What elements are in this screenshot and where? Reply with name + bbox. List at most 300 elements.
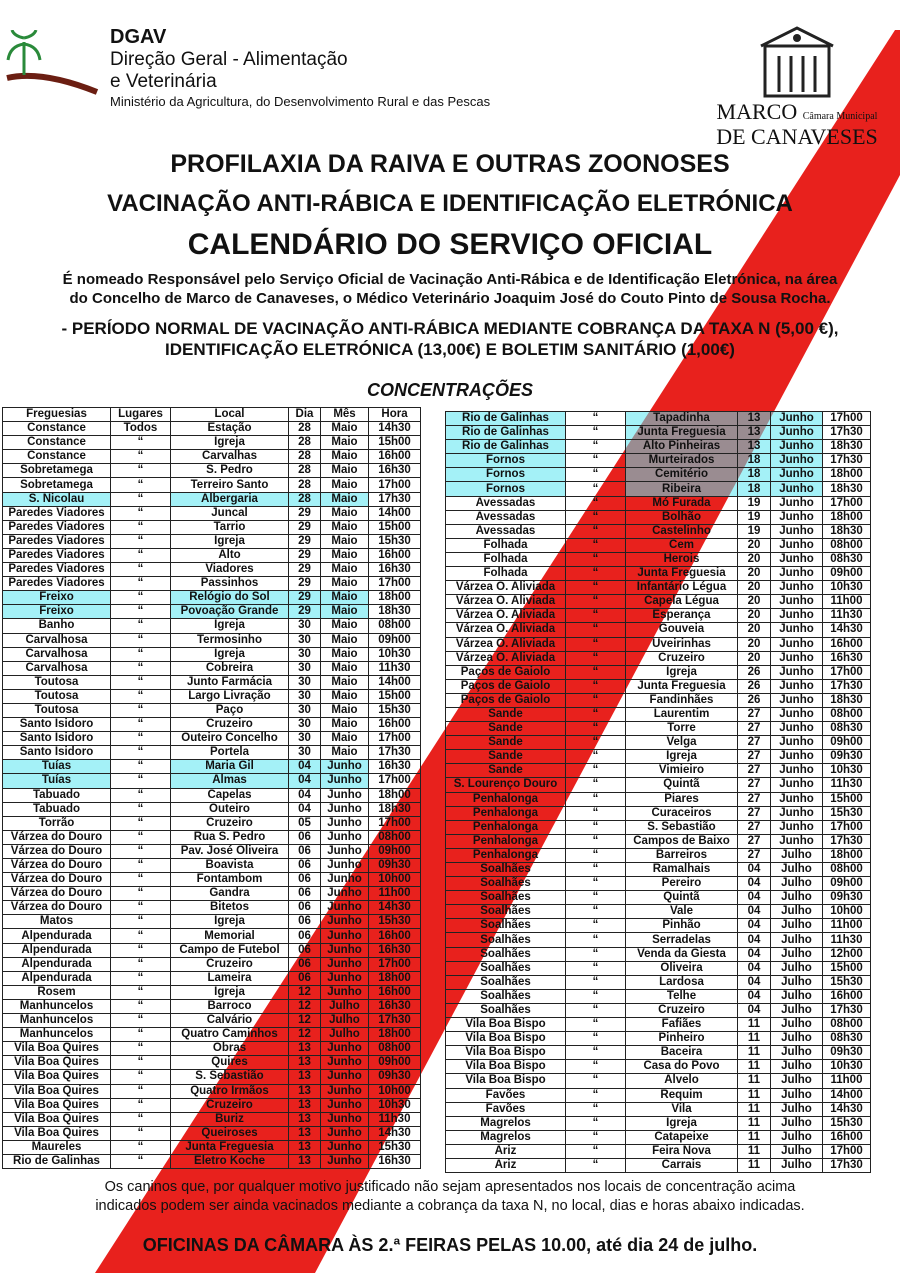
table-cell: Avessadas [446,524,566,538]
table-cell: Maio [321,732,369,746]
table-cell: Carvalhas [171,450,289,464]
table-cell: Sande [446,764,566,778]
table-cell: Várzea O. Aliviada [446,595,566,609]
table-cell: 11h00 [369,887,421,901]
table-cell: Folhada [446,567,566,581]
table-cell: Ariz [446,1144,566,1158]
table-cell: Vila Boa Bispo [446,1046,566,1060]
table-cell: Todos [111,422,171,436]
table-row [3,605,421,619]
table-cell: Fornos [446,454,566,468]
table-cell: 28 [289,436,321,450]
table-cell: Bitetos [171,901,289,915]
table-cell: Vale [626,905,738,919]
table-cell: 04 [289,760,321,774]
table-cell: “ [566,736,626,750]
table-cell: Passinhos [171,577,289,591]
municipality-name [712,99,882,149]
table-cell: Carrais [626,1158,738,1172]
table-cell: Banho [3,619,111,633]
table-cell: 18h00 [823,510,871,524]
table-cell: 16h00 [369,985,421,999]
table-cell: 04 [289,774,321,788]
table-row [446,736,871,750]
table-cell: “ [111,774,171,788]
table-cell: 11h30 [369,1112,421,1126]
table-row [446,651,871,665]
table-cell: Várzea O. Aliviada [446,623,566,637]
table-cell: 04 [738,947,771,961]
table-cell: Julho [771,1060,823,1074]
table-cell: Mó Furada [626,496,738,510]
table-cell: 20 [738,538,771,552]
table-cell: 16h00 [369,929,421,943]
table-cell: 05 [289,816,321,830]
table-cell: Julho [771,1158,823,1172]
table-cell: Junho [321,1084,369,1098]
table-cell: Fandinhães [626,693,738,707]
table-cell: Julho [771,877,823,891]
table-cell: “ [111,548,171,562]
table-cell: Maio [321,506,369,520]
intro-line1: É nomeado Responsável pelo Serviço Oficial de Vacinação Anti-Rábica e de Identificação Eletrónica, na área [62,271,838,288]
table-cell: Cruzeiro [171,1098,289,1112]
table-cell: Várzea do Douro [3,887,111,901]
table-cell: 15h30 [369,534,421,548]
table-cell: Magrelos [446,1130,566,1144]
table-cell: Buriz [171,1112,289,1126]
table-row [446,891,871,905]
table-cell: Junho [321,1140,369,1154]
table-cell: 13 [289,1112,321,1126]
table-cell: Soalhães [446,905,566,919]
table-cell: 11h00 [823,1074,871,1088]
table-cell: Julho [771,1102,823,1116]
table-row [446,623,871,637]
table-cell: Paços de Gaiolo [446,665,566,679]
table-row [3,1042,421,1056]
table-cell: Julho [771,1144,823,1158]
table-cell: 20 [738,595,771,609]
table-cell: “ [566,609,626,623]
table-cell: “ [566,552,626,566]
table-row [446,764,871,778]
table-cell: 15h30 [823,1116,871,1130]
table-cell: Matos [3,915,111,929]
table-cell: “ [566,848,626,862]
table-cell: Manhuncelos [3,1028,111,1042]
table-row [3,746,421,760]
table-cell: Maio [321,548,369,562]
table-cell: Várzea do Douro [3,859,111,873]
table-cell: Junho [771,764,823,778]
table-cell: 08h00 [369,830,421,844]
table-cell: Penhalonga [446,820,566,834]
table-cell: 09h00 [369,1056,421,1070]
table-cell: Toutosa [3,703,111,717]
table-cell: Junho [771,750,823,764]
table-row [446,1003,871,1017]
table-row [446,1046,871,1060]
table-cell: 10h30 [823,581,871,595]
table-cell: Curaceiros [626,806,738,820]
table-cell: 18h30 [823,482,871,496]
ministry-name: Ministério da Agricultura, do Desenvolvimento Rural e das Pescas [110,93,491,109]
table-cell: Quatro Irmãos [171,1084,289,1098]
table-cell: 17h00 [823,820,871,834]
table-cell: Igreja [171,647,289,661]
table-cell: Alpendurada [3,929,111,943]
table-cell: 20 [738,581,771,595]
table-cell: 16h00 [369,548,421,562]
table-cell: 17h00 [823,496,871,510]
table-cell: 15h30 [369,915,421,929]
table-cell: “ [111,802,171,816]
table-cell: “ [566,792,626,806]
table-cell: 29 [289,548,321,562]
table-cell: 04 [738,989,771,1003]
table-row [446,1130,871,1144]
table-cell: “ [566,764,626,778]
table-cell: “ [111,520,171,534]
table-cell: Julho [771,1088,823,1102]
table-cell: Junho [321,816,369,830]
table-cell: 29 [289,506,321,520]
table-cell: Vila Boa Quires [3,1042,111,1056]
col-header: Lugares [111,408,171,422]
table-cell: Venda da Giesta [626,947,738,961]
table-cell: 12 [289,985,321,999]
table-cell: Junho [771,820,823,834]
table-cell: 13 [738,440,771,454]
table-cell: Julho [771,863,823,877]
table-cell: Junho [771,609,823,623]
table-cell: 17h30 [823,834,871,848]
table-cell: 17h00 [369,577,421,591]
table-cell: 17h00 [369,774,421,788]
note-line1: Os caninos que, por qualquer motivo justificado não sejam apresentados nos locais de concentração acima [104,1179,796,1195]
table-cell: Tuías [3,760,111,774]
table-row [3,816,421,830]
table-cell: Junta Freguesia [626,679,738,693]
table-cell: Junho [771,496,823,510]
table-row [3,985,421,999]
table-cell: Catapeixe [626,1130,738,1144]
org-name-line1: Direção Geral - Alimentação [110,49,348,70]
table-row [446,863,871,877]
table-row [446,820,871,834]
table-cell: 11 [738,1102,771,1116]
table-cell: Cruzeiro [626,1003,738,1017]
table-row [3,957,421,971]
table-cell: Julho [771,905,823,919]
table-cell: 13 [289,1098,321,1112]
table-cell: Junho [771,538,823,552]
table-row [446,1144,871,1158]
table-cell: 19 [738,524,771,538]
table-row [3,802,421,816]
table-row [446,552,871,566]
table-cell: Maureles [3,1140,111,1154]
table-row [446,1088,871,1102]
table-cell: Junho [321,760,369,774]
table-cell: “ [566,707,626,721]
table-cell: Maio [321,520,369,534]
table-row [3,887,421,901]
table-cell: “ [566,1018,626,1032]
table-cell: 28 [289,422,321,436]
table-cell: “ [566,1158,626,1172]
table-cell: Paredes Viadores [3,563,111,577]
table-cell: 17h00 [369,957,421,971]
table-cell: Rio de Galinhas [3,1154,111,1168]
table-cell: Alvelo [626,1074,738,1088]
table-cell: Outeiro [171,802,289,816]
table-cell: “ [111,901,171,915]
table-cell: “ [566,651,626,665]
table-cell: Herois [626,552,738,566]
table-cell: Manhuncelos [3,999,111,1013]
table-cell: 16h30 [369,999,421,1013]
table-cell: 08h00 [823,538,871,552]
table-cell: 29 [289,520,321,534]
table-cell: Junho [321,1070,369,1084]
table-cell: Povoação Grande [171,605,289,619]
table-cell: “ [111,971,171,985]
table-cell: 15h00 [369,689,421,703]
table-cell: “ [566,722,626,736]
table-row [3,830,421,844]
table-cell: “ [111,1084,171,1098]
table-cell: Junho [771,665,823,679]
table-row [3,873,421,887]
table-cell: 20 [738,552,771,566]
table-cell: Junho [771,454,823,468]
table-cell: “ [566,426,626,440]
table-cell: 27 [738,722,771,736]
table-cell: “ [566,637,626,651]
table-cell: Vila Boa Quires [3,1098,111,1112]
table-row [3,718,421,732]
table-cell: Rua S. Pedro [171,830,289,844]
table-cell: Soalhães [446,975,566,989]
table-row [446,468,871,482]
table-cell: Maio [321,647,369,661]
table-cell: “ [111,816,171,830]
table-cell: Torre [626,722,738,736]
table-cell: 08h30 [823,552,871,566]
table-cell: 11h00 [823,919,871,933]
table-cell: Maio [321,577,369,591]
table-cell: 11 [738,1060,771,1074]
table-cell: 27 [738,834,771,848]
table-row [3,703,421,717]
table-cell: “ [111,957,171,971]
table-cell: 27 [738,764,771,778]
table-cell: Junho [321,830,369,844]
table-cell: 13 [289,1042,321,1056]
table-cell: Rio de Galinhas [446,426,566,440]
table-cell: “ [566,468,626,482]
table-cell: Junho [771,482,823,496]
table-cell: Largo Livração [171,689,289,703]
table-cell: Julho [771,1046,823,1060]
table-cell: 11 [738,1032,771,1046]
table-cell: Fornos [446,482,566,496]
table-cell: Junho [771,679,823,693]
table-cell: Igreja [171,915,289,929]
table-cell: Alto [171,548,289,562]
table-cell: Vila Boa Bispo [446,1060,566,1074]
table-cell: Paredes Viadores [3,520,111,534]
table-cell: “ [566,538,626,552]
table-cell: Castelinho [626,524,738,538]
table-cell: Maio [321,563,369,577]
table-row [3,844,421,858]
table-cell: Fafiães [626,1018,738,1032]
table-cell: 30 [289,689,321,703]
table-cell: Julho [771,1116,823,1130]
table-cell: 11 [738,1046,771,1060]
table-cell: 11h30 [823,778,871,792]
table-cell: Quires [171,1056,289,1070]
table-cell: “ [111,732,171,746]
table-cell: 13 [738,412,771,426]
table-cell: Sande [446,750,566,764]
table-cell: 27 [738,778,771,792]
table-cell: 10h30 [369,647,421,661]
table-cell: 13 [289,1126,321,1140]
table-cell: “ [111,534,171,548]
table-cell: 09h00 [369,844,421,858]
table-cell: 17h00 [823,1144,871,1158]
table-row [446,961,871,975]
table-cell: Vila Boa Bispo [446,1074,566,1088]
table-cell: “ [111,478,171,492]
table-cell: 16h30 [369,943,421,957]
table-cell: 10h00 [823,905,871,919]
table-cell: 29 [289,534,321,548]
col-header: Freguesias [3,408,111,422]
table-cell: “ [111,506,171,520]
table-cell: 17h00 [369,478,421,492]
table-cell: “ [566,834,626,848]
table-cell: Junho [771,651,823,665]
table-cell: 06 [289,943,321,957]
table-cell: Vimieiro [626,764,738,778]
table-cell: Maio [321,689,369,703]
table-cell: Avessadas [446,496,566,510]
table-cell: 17h30 [369,492,421,506]
table-cell: 17h30 [823,454,871,468]
table-cell: Tarrio [171,520,289,534]
table-cell: Junho [321,802,369,816]
table-cell: 09h00 [369,633,421,647]
table-cell: Tapadinha [626,412,738,426]
table-cell: Maio [321,450,369,464]
table-cell: “ [566,947,626,961]
table-row [3,675,421,689]
table-row [3,760,421,774]
table-cell: 18h00 [369,1028,421,1042]
table-cell: Junho [771,412,823,426]
col-header: Local [171,408,289,422]
table-cell: Várzea do Douro [3,844,111,858]
org-header [110,26,490,110]
table-cell: 06 [289,830,321,844]
table-cell: 15h30 [369,1140,421,1154]
period-text [0,318,900,360]
table-cell: Maio [321,591,369,605]
table-cell: Igreja [171,619,289,633]
table-cell: Maio [321,703,369,717]
table-cell: 16h00 [823,637,871,651]
table-cell: Tuías [3,774,111,788]
table-cell: “ [566,1074,626,1088]
table-cell: Junho [321,1112,369,1126]
table-row [3,1126,421,1140]
table-cell: “ [566,524,626,538]
table-cell: 09h30 [823,891,871,905]
table-row [446,482,871,496]
table-cell: “ [566,975,626,989]
table-cell: 06 [289,929,321,943]
table-cell: “ [566,1116,626,1130]
table-cell: Pinhão [626,919,738,933]
table-cell: 18h30 [369,802,421,816]
table-cell: 18h00 [369,788,421,802]
table-cell: 11h00 [823,595,871,609]
table-cell: Sande [446,736,566,750]
table-cell: 16h30 [369,760,421,774]
table-row [3,1140,421,1154]
table-cell: Maio [321,436,369,450]
table-row [3,1084,421,1098]
table-cell: Rosem [3,985,111,999]
table-cell: 08h00 [823,707,871,721]
table-cell: “ [111,647,171,661]
table-row [446,1102,871,1116]
table-cell: Constance [3,450,111,464]
table-cell: 04 [289,788,321,802]
table-cell: Junho [771,778,823,792]
table-cell: 30 [289,647,321,661]
table-cell: Junho [771,595,823,609]
table-cell: S. Sebastião [171,1070,289,1084]
table-cell: Ribeira [626,482,738,496]
table-cell: Junho [321,985,369,999]
table-cell: 17h30 [823,1158,871,1172]
table-cell: Junho [321,915,369,929]
table-cell: Julho [771,961,823,975]
table-cell: “ [111,1112,171,1126]
table-cell: Paredes Viadores [3,548,111,562]
table-cell: 08h30 [823,722,871,736]
table-row [446,679,871,693]
table-cell: Lameira [171,971,289,985]
table-cell: 06 [289,901,321,915]
table-cell: 08h30 [823,1032,871,1046]
table-cell: Piares [626,792,738,806]
table-cell: “ [111,788,171,802]
table-cell: 18h30 [369,605,421,619]
table-cell: Pinheiro [626,1032,738,1046]
table-cell: Vila Boa Quires [3,1126,111,1140]
table-cell: Soalhães [446,863,566,877]
table-row [3,591,421,605]
table-cell: “ [111,915,171,929]
table-cell: Manhuncelos [3,1014,111,1028]
